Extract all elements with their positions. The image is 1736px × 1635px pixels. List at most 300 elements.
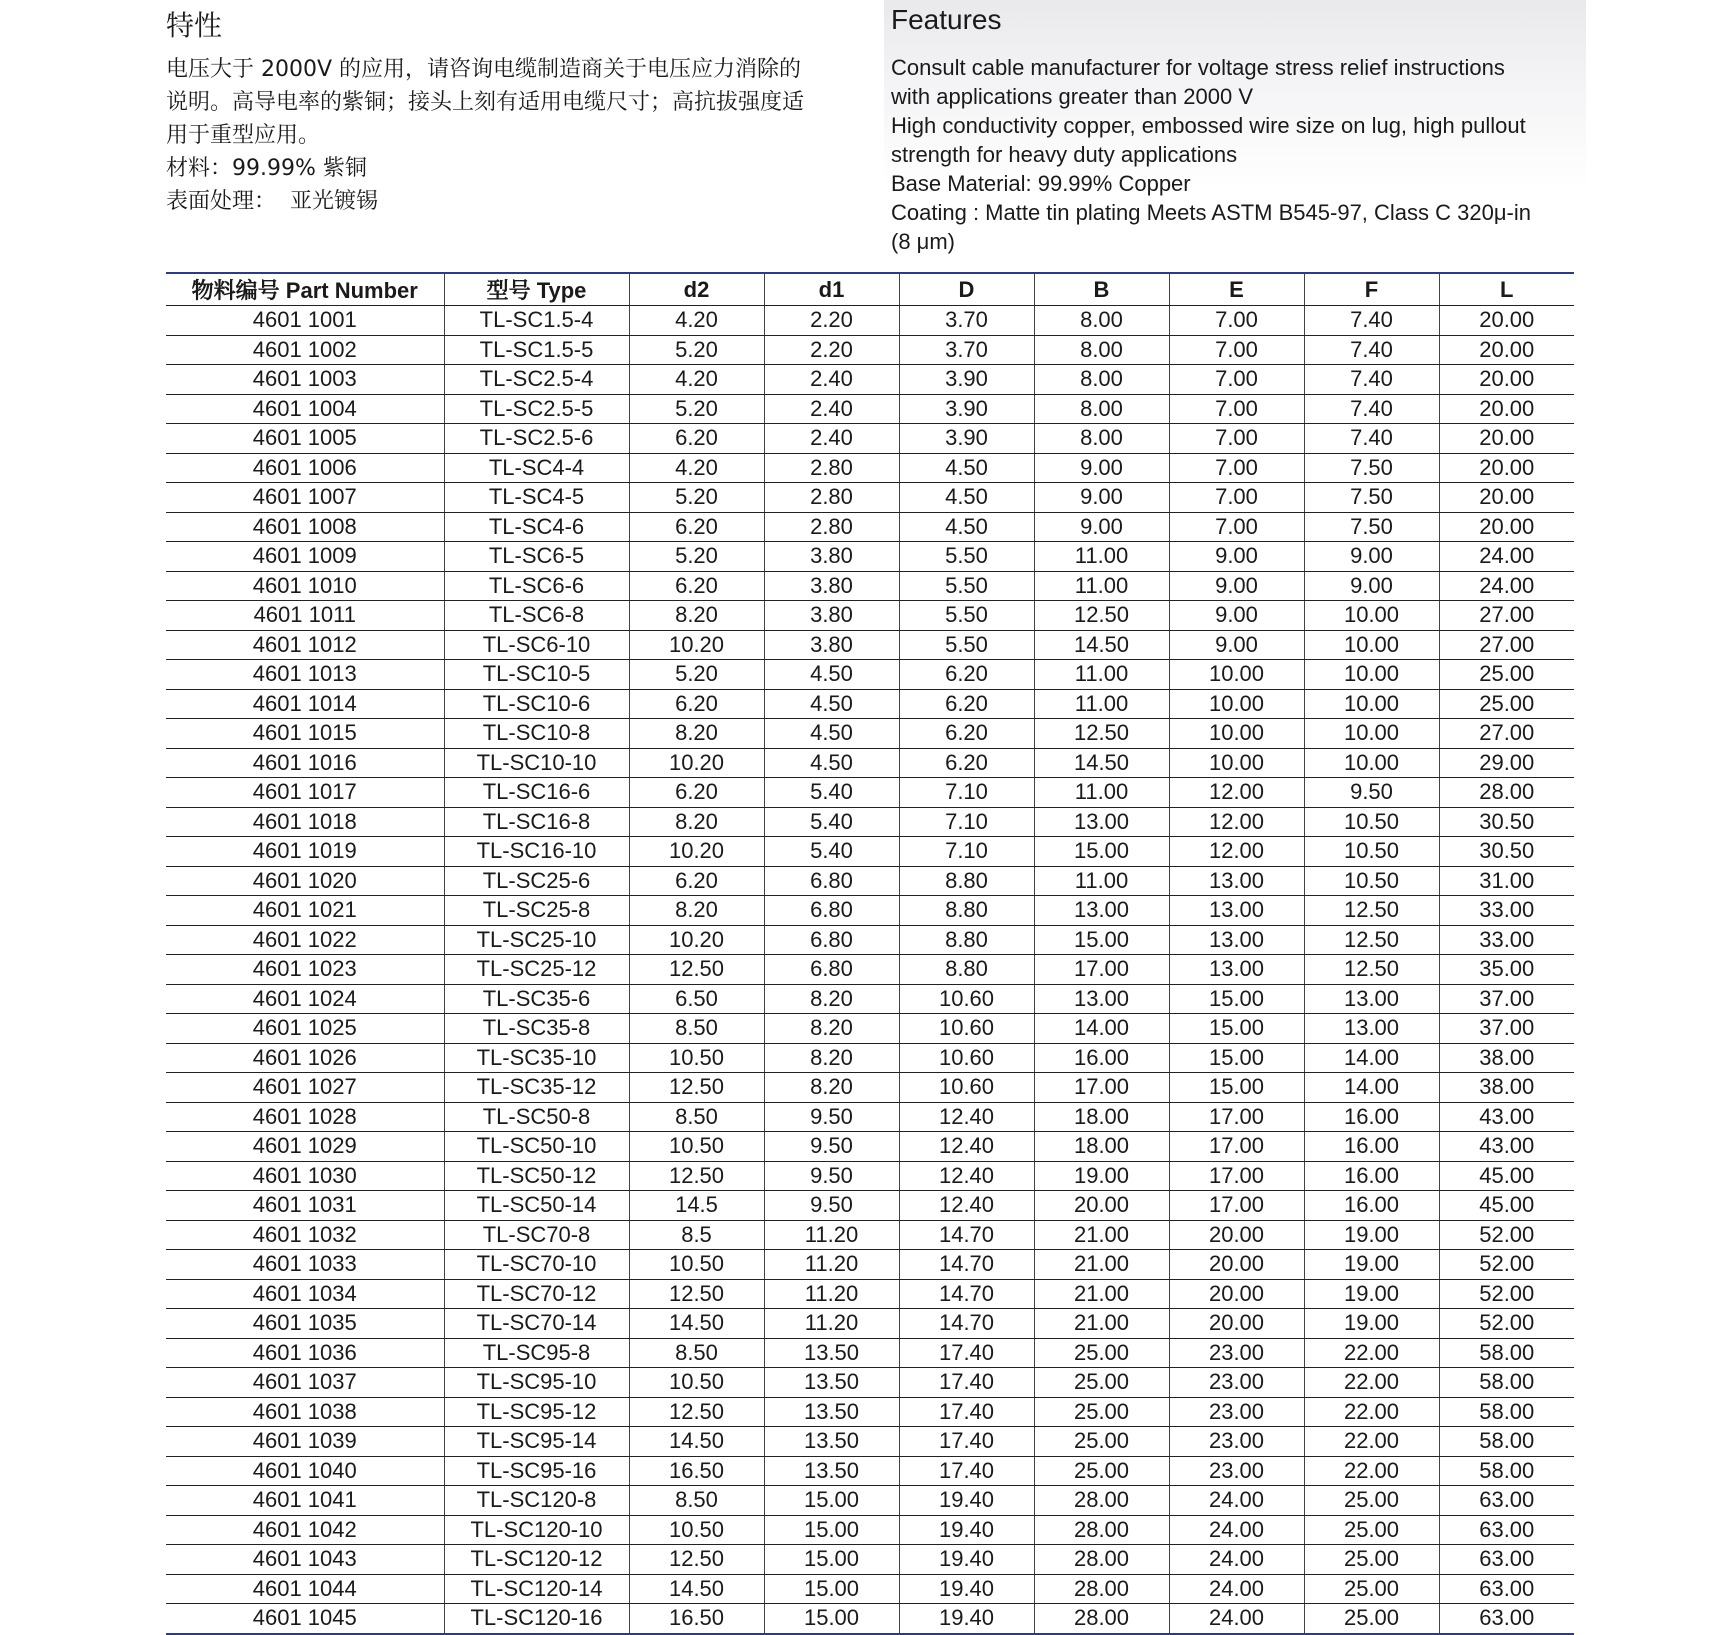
L-cell: 27.00 xyxy=(1439,601,1574,631)
B-cell: 11.00 xyxy=(1034,542,1169,572)
E-cell: 23.00 xyxy=(1169,1427,1304,1457)
d1-cell: 3.80 xyxy=(764,542,899,572)
E-cell: 15.00 xyxy=(1169,984,1304,1014)
B-cell: 20.00 xyxy=(1034,1191,1169,1221)
table-row xyxy=(166,1545,1574,1575)
d1-cell: 2.80 xyxy=(764,483,899,513)
d1-cell: 2.20 xyxy=(764,335,899,365)
D-cell: 12.40 xyxy=(899,1102,1034,1132)
d2-cell: 6.20 xyxy=(629,512,764,542)
table-row xyxy=(166,1338,1574,1368)
table-row xyxy=(166,689,1574,719)
F-cell: 25.00 xyxy=(1304,1515,1439,1545)
part-number-cell: 4601 1039 xyxy=(166,1427,444,1457)
L-cell: 58.00 xyxy=(1439,1397,1574,1427)
table-row xyxy=(166,1309,1574,1339)
d1-cell: 2.20 xyxy=(764,306,899,336)
table-row xyxy=(166,719,1574,749)
L-cell: 45.00 xyxy=(1439,1191,1574,1221)
F-cell: 7.40 xyxy=(1304,365,1439,395)
F-cell: 10.50 xyxy=(1304,807,1439,837)
col-header-d1: d1 xyxy=(764,273,899,306)
type-cell: TL-SC50-12 xyxy=(444,1161,629,1191)
D-cell: 3.90 xyxy=(899,365,1034,395)
type-cell: TL-SC120-16 xyxy=(444,1604,629,1634)
table-row xyxy=(166,483,1574,513)
type-cell: TL-SC2.5-4 xyxy=(444,365,629,395)
B-cell: 9.00 xyxy=(1034,483,1169,513)
d2-cell: 6.50 xyxy=(629,984,764,1014)
B-cell: 8.00 xyxy=(1034,424,1169,454)
part-number-cell: 4601 1037 xyxy=(166,1368,444,1398)
F-cell: 19.00 xyxy=(1304,1279,1439,1309)
part-number-cell: 4601 1032 xyxy=(166,1220,444,1250)
E-cell: 15.00 xyxy=(1169,1073,1304,1103)
table-row xyxy=(166,837,1574,867)
F-cell: 22.00 xyxy=(1304,1456,1439,1486)
d2-cell: 10.20 xyxy=(629,630,764,660)
F-cell: 10.50 xyxy=(1304,837,1439,867)
type-cell: TL-SC2.5-5 xyxy=(444,394,629,424)
F-cell: 19.00 xyxy=(1304,1250,1439,1280)
D-cell: 6.20 xyxy=(899,689,1034,719)
D-cell: 19.40 xyxy=(899,1604,1034,1634)
type-cell: TL-SC10-8 xyxy=(444,719,629,749)
E-cell: 13.00 xyxy=(1169,866,1304,896)
en-features-text xyxy=(891,53,1591,256)
d2-cell: 12.50 xyxy=(629,1545,764,1575)
E-cell: 23.00 xyxy=(1169,1397,1304,1427)
F-cell: 9.00 xyxy=(1304,542,1439,572)
B-cell: 19.00 xyxy=(1034,1161,1169,1191)
type-cell: TL-SC25-12 xyxy=(444,955,629,985)
d1-cell: 15.00 xyxy=(764,1515,899,1545)
type-cell: TL-SC95-16 xyxy=(444,1456,629,1486)
table-row xyxy=(166,1073,1574,1103)
D-cell: 12.40 xyxy=(899,1161,1034,1191)
E-cell: 12.00 xyxy=(1169,837,1304,867)
d2-cell: 10.50 xyxy=(629,1250,764,1280)
type-cell: TL-SC10-10 xyxy=(444,748,629,778)
D-cell: 17.40 xyxy=(899,1427,1034,1457)
D-cell: 4.50 xyxy=(899,512,1034,542)
B-cell: 11.00 xyxy=(1034,660,1169,690)
E-cell: 24.00 xyxy=(1169,1604,1304,1634)
d1-cell: 11.20 xyxy=(764,1279,899,1309)
part-number-cell: 4601 1007 xyxy=(166,483,444,513)
L-cell: 33.00 xyxy=(1439,896,1574,926)
E-cell: 7.00 xyxy=(1169,394,1304,424)
E-cell: 20.00 xyxy=(1169,1250,1304,1280)
table-row xyxy=(166,1043,1574,1073)
E-cell: 9.00 xyxy=(1169,601,1304,631)
E-cell: 17.00 xyxy=(1169,1191,1304,1221)
D-cell: 4.50 xyxy=(899,483,1034,513)
table-row xyxy=(166,365,1574,395)
table-row xyxy=(166,424,1574,454)
E-cell: 10.00 xyxy=(1169,689,1304,719)
L-cell: 52.00 xyxy=(1439,1279,1574,1309)
d1-cell: 8.20 xyxy=(764,1073,899,1103)
B-cell: 11.00 xyxy=(1034,778,1169,808)
spec-table-body xyxy=(166,306,1574,1634)
L-cell: 43.00 xyxy=(1439,1132,1574,1162)
d1-cell: 13.50 xyxy=(764,1397,899,1427)
part-number-cell: 4601 1043 xyxy=(166,1545,444,1575)
E-cell: 23.00 xyxy=(1169,1338,1304,1368)
L-cell: 29.00 xyxy=(1439,748,1574,778)
part-number-cell: 4601 1042 xyxy=(166,1515,444,1545)
type-cell: TL-SC4-4 xyxy=(444,453,629,483)
zh-features-title: 特性 xyxy=(166,9,223,42)
type-cell: TL-SC25-10 xyxy=(444,925,629,955)
type-cell: TL-SC120-10 xyxy=(444,1515,629,1545)
part-number-cell: 4601 1033 xyxy=(166,1250,444,1280)
F-cell: 22.00 xyxy=(1304,1397,1439,1427)
L-cell: 20.00 xyxy=(1439,365,1574,395)
d1-cell: 2.40 xyxy=(764,394,899,424)
F-cell: 25.00 xyxy=(1304,1486,1439,1516)
type-cell: TL-SC70-8 xyxy=(444,1220,629,1250)
table-row xyxy=(166,601,1574,631)
type-cell: TL-SC16-6 xyxy=(444,778,629,808)
L-cell: 63.00 xyxy=(1439,1604,1574,1634)
E-cell: 7.00 xyxy=(1169,453,1304,483)
d2-cell: 5.20 xyxy=(629,483,764,513)
table-row xyxy=(166,542,1574,572)
type-cell: TL-SC10-6 xyxy=(444,689,629,719)
table-row xyxy=(166,955,1574,985)
L-cell: 24.00 xyxy=(1439,542,1574,572)
part-number-cell: 4601 1031 xyxy=(166,1191,444,1221)
table-row xyxy=(166,630,1574,660)
table-row xyxy=(166,1014,1574,1044)
d2-cell: 6.20 xyxy=(629,778,764,808)
table-row xyxy=(166,896,1574,926)
L-cell: 58.00 xyxy=(1439,1338,1574,1368)
L-cell: 63.00 xyxy=(1439,1486,1574,1516)
E-cell: 17.00 xyxy=(1169,1132,1304,1162)
d2-cell: 8.50 xyxy=(629,1486,764,1516)
table-row xyxy=(166,1486,1574,1516)
part-number-cell: 4601 1045 xyxy=(166,1604,444,1634)
table-row xyxy=(166,660,1574,690)
B-cell: 25.00 xyxy=(1034,1338,1169,1368)
L-cell: 37.00 xyxy=(1439,984,1574,1014)
d2-cell: 8.50 xyxy=(629,1014,764,1044)
part-number-cell: 4601 1020 xyxy=(166,866,444,896)
F-cell: 10.00 xyxy=(1304,630,1439,660)
type-cell: TL-SC35-10 xyxy=(444,1043,629,1073)
type-cell: TL-SC4-5 xyxy=(444,483,629,513)
d1-cell: 2.80 xyxy=(764,512,899,542)
d2-cell: 14.50 xyxy=(629,1574,764,1604)
col-header-E: E xyxy=(1169,273,1304,306)
D-cell: 7.10 xyxy=(899,807,1034,837)
d2-cell: 6.20 xyxy=(629,571,764,601)
type-cell: TL-SC2.5-6 xyxy=(444,424,629,454)
d1-cell: 13.50 xyxy=(764,1338,899,1368)
F-cell: 7.40 xyxy=(1304,335,1439,365)
part-number-cell: 4601 1030 xyxy=(166,1161,444,1191)
D-cell: 10.60 xyxy=(899,984,1034,1014)
B-cell: 18.00 xyxy=(1034,1102,1169,1132)
F-cell: 25.00 xyxy=(1304,1574,1439,1604)
F-cell: 14.00 xyxy=(1304,1043,1439,1073)
E-cell: 15.00 xyxy=(1169,1043,1304,1073)
E-cell: 10.00 xyxy=(1169,719,1304,749)
F-cell: 7.40 xyxy=(1304,424,1439,454)
type-cell: TL-SC70-10 xyxy=(444,1250,629,1280)
F-cell: 19.00 xyxy=(1304,1220,1439,1250)
B-cell: 8.00 xyxy=(1034,394,1169,424)
part-number-cell: 4601 1040 xyxy=(166,1456,444,1486)
D-cell: 17.40 xyxy=(899,1397,1034,1427)
D-cell: 12.40 xyxy=(899,1132,1034,1162)
F-cell: 9.00 xyxy=(1304,571,1439,601)
en-features-title: Features xyxy=(891,4,1002,35)
F-cell: 10.00 xyxy=(1304,719,1439,749)
part-number-cell: 4601 1044 xyxy=(166,1574,444,1604)
table-row xyxy=(166,778,1574,808)
E-cell: 13.00 xyxy=(1169,925,1304,955)
type-cell: TL-SC6-8 xyxy=(444,601,629,631)
L-cell: 20.00 xyxy=(1439,512,1574,542)
zh-material-line: 材料：99.99% 紫铜 xyxy=(166,156,367,181)
d1-cell: 9.50 xyxy=(764,1132,899,1162)
F-cell: 7.50 xyxy=(1304,453,1439,483)
d1-cell: 8.20 xyxy=(764,984,899,1014)
d1-cell: 3.80 xyxy=(764,630,899,660)
F-cell: 25.00 xyxy=(1304,1545,1439,1575)
L-cell: 27.00 xyxy=(1439,630,1574,660)
F-cell: 25.00 xyxy=(1304,1604,1439,1634)
d2-cell: 10.50 xyxy=(629,1515,764,1545)
table-row xyxy=(166,1220,1574,1250)
B-cell: 28.00 xyxy=(1034,1486,1169,1516)
E-cell: 7.00 xyxy=(1169,306,1304,336)
L-cell: 58.00 xyxy=(1439,1368,1574,1398)
B-cell: 9.00 xyxy=(1034,453,1169,483)
part-number-cell: 4601 1025 xyxy=(166,1014,444,1044)
d2-cell: 14.50 xyxy=(629,1427,764,1457)
d2-cell: 4.20 xyxy=(629,365,764,395)
L-cell: 33.00 xyxy=(1439,925,1574,955)
type-cell: TL-SC25-6 xyxy=(444,866,629,896)
d2-cell: 4.20 xyxy=(629,453,764,483)
en-line: strength for heavy duty applications xyxy=(891,142,1238,167)
E-cell: 20.00 xyxy=(1169,1220,1304,1250)
L-cell: 45.00 xyxy=(1439,1161,1574,1191)
part-number-cell: 4601 1016 xyxy=(166,748,444,778)
F-cell: 16.00 xyxy=(1304,1102,1439,1132)
type-cell: TL-SC50-14 xyxy=(444,1191,629,1221)
B-cell: 21.00 xyxy=(1034,1309,1169,1339)
E-cell: 24.00 xyxy=(1169,1515,1304,1545)
part-number-cell: 4601 1028 xyxy=(166,1102,444,1132)
type-cell: TL-SC95-14 xyxy=(444,1427,629,1457)
B-cell: 12.50 xyxy=(1034,601,1169,631)
d1-cell: 9.50 xyxy=(764,1161,899,1191)
F-cell: 22.00 xyxy=(1304,1368,1439,1398)
D-cell: 8.80 xyxy=(899,866,1034,896)
L-cell: 20.00 xyxy=(1439,335,1574,365)
table-row xyxy=(166,335,1574,365)
part-number-cell: 4601 1041 xyxy=(166,1486,444,1516)
d2-cell: 8.50 xyxy=(629,1102,764,1132)
d1-cell: 15.00 xyxy=(764,1574,899,1604)
part-number-cell: 4601 1019 xyxy=(166,837,444,867)
F-cell: 22.00 xyxy=(1304,1427,1439,1457)
L-cell: 24.00 xyxy=(1439,571,1574,601)
d2-cell: 10.20 xyxy=(629,837,764,867)
part-number-cell: 4601 1001 xyxy=(166,306,444,336)
d1-cell: 13.50 xyxy=(764,1427,899,1457)
en-line: High conductivity copper, embossed wire size on lug, high pullout xyxy=(891,113,1526,138)
part-number-cell: 4601 1013 xyxy=(166,660,444,690)
B-cell: 13.00 xyxy=(1034,984,1169,1014)
D-cell: 5.50 xyxy=(899,601,1034,631)
table-row xyxy=(166,1604,1574,1634)
D-cell: 4.50 xyxy=(899,453,1034,483)
D-cell: 10.60 xyxy=(899,1014,1034,1044)
B-cell: 28.00 xyxy=(1034,1604,1169,1634)
D-cell: 8.80 xyxy=(899,896,1034,926)
B-cell: 25.00 xyxy=(1034,1456,1169,1486)
B-cell: 15.00 xyxy=(1034,925,1169,955)
type-cell: TL-SC4-6 xyxy=(444,512,629,542)
type-cell: TL-SC120-12 xyxy=(444,1545,629,1575)
d2-cell: 14.5 xyxy=(629,1191,764,1221)
d2-cell: 10.20 xyxy=(629,925,764,955)
type-cell: TL-SC95-8 xyxy=(444,1338,629,1368)
d2-cell: 12.50 xyxy=(629,1161,764,1191)
F-cell: 10.00 xyxy=(1304,748,1439,778)
F-cell: 12.50 xyxy=(1304,925,1439,955)
E-cell: 15.00 xyxy=(1169,1014,1304,1044)
type-cell: TL-SC1.5-5 xyxy=(444,335,629,365)
D-cell: 12.40 xyxy=(899,1191,1034,1221)
part-number-cell: 4601 1036 xyxy=(166,1338,444,1368)
zh-coating-line: 表面处理： 亚光镀锡 xyxy=(166,189,378,214)
d1-cell: 15.00 xyxy=(764,1545,899,1575)
L-cell: 25.00 xyxy=(1439,689,1574,719)
F-cell: 7.40 xyxy=(1304,394,1439,424)
part-number-cell: 4601 1029 xyxy=(166,1132,444,1162)
F-cell: 10.00 xyxy=(1304,660,1439,690)
F-cell: 19.00 xyxy=(1304,1309,1439,1339)
E-cell: 23.00 xyxy=(1169,1456,1304,1486)
d2-cell: 14.50 xyxy=(629,1309,764,1339)
type-cell: TL-SC35-8 xyxy=(444,1014,629,1044)
type-cell: TL-SC35-12 xyxy=(444,1073,629,1103)
d1-cell: 5.40 xyxy=(764,807,899,837)
d1-cell: 6.80 xyxy=(764,955,899,985)
F-cell: 7.50 xyxy=(1304,483,1439,513)
d1-cell: 6.80 xyxy=(764,925,899,955)
d2-cell: 8.5 xyxy=(629,1220,764,1250)
d2-cell: 6.20 xyxy=(629,424,764,454)
L-cell: 63.00 xyxy=(1439,1515,1574,1545)
table-row xyxy=(166,306,1574,336)
table-row xyxy=(166,1515,1574,1545)
d2-cell: 12.50 xyxy=(629,1397,764,1427)
D-cell: 3.90 xyxy=(899,424,1034,454)
d2-cell: 5.20 xyxy=(629,660,764,690)
D-cell: 5.50 xyxy=(899,630,1034,660)
type-cell: TL-SC35-6 xyxy=(444,984,629,1014)
B-cell: 16.00 xyxy=(1034,1043,1169,1073)
E-cell: 9.00 xyxy=(1169,542,1304,572)
B-cell: 28.00 xyxy=(1034,1515,1169,1545)
B-cell: 11.00 xyxy=(1034,689,1169,719)
type-cell: TL-SC70-14 xyxy=(444,1309,629,1339)
D-cell: 3.70 xyxy=(899,335,1034,365)
F-cell: 16.00 xyxy=(1304,1191,1439,1221)
D-cell: 6.20 xyxy=(899,719,1034,749)
D-cell: 14.70 xyxy=(899,1250,1034,1280)
F-cell: 12.50 xyxy=(1304,896,1439,926)
d2-cell: 10.50 xyxy=(629,1043,764,1073)
part-number-cell: 4601 1024 xyxy=(166,984,444,1014)
E-cell: 7.00 xyxy=(1169,365,1304,395)
d1-cell: 3.80 xyxy=(764,601,899,631)
D-cell: 19.40 xyxy=(899,1486,1034,1516)
d1-cell: 11.20 xyxy=(764,1250,899,1280)
table-row xyxy=(166,748,1574,778)
L-cell: 52.00 xyxy=(1439,1220,1574,1250)
table-row xyxy=(166,1191,1574,1221)
D-cell: 5.50 xyxy=(899,542,1034,572)
d2-cell: 6.20 xyxy=(629,866,764,896)
F-cell: 7.40 xyxy=(1304,306,1439,336)
E-cell: 7.00 xyxy=(1169,483,1304,513)
type-cell: TL-SC6-6 xyxy=(444,571,629,601)
type-cell: TL-SC120-8 xyxy=(444,1486,629,1516)
zh-line: 用于重型应用。 xyxy=(166,123,321,148)
F-cell: 12.50 xyxy=(1304,955,1439,985)
F-cell: 10.50 xyxy=(1304,866,1439,896)
B-cell: 25.00 xyxy=(1034,1427,1169,1457)
E-cell: 12.00 xyxy=(1169,778,1304,808)
D-cell: 14.70 xyxy=(899,1279,1034,1309)
part-number-cell: 4601 1011 xyxy=(166,601,444,631)
D-cell: 3.90 xyxy=(899,394,1034,424)
col-header-part-number: 物料编号 Part Number xyxy=(166,273,444,306)
E-cell: 20.00 xyxy=(1169,1279,1304,1309)
E-cell: 10.00 xyxy=(1169,748,1304,778)
d2-cell: 8.20 xyxy=(629,719,764,749)
part-number-cell: 4601 1015 xyxy=(166,719,444,749)
d2-cell: 16.50 xyxy=(629,1604,764,1634)
d1-cell: 15.00 xyxy=(764,1604,899,1634)
en-line: with applications greater than 2000 V xyxy=(891,84,1254,109)
L-cell: 37.00 xyxy=(1439,1014,1574,1044)
d1-cell: 15.00 xyxy=(764,1486,899,1516)
E-cell: 9.00 xyxy=(1169,630,1304,660)
B-cell: 21.00 xyxy=(1034,1220,1169,1250)
table-row xyxy=(166,1368,1574,1398)
col-header-F: F xyxy=(1304,273,1439,306)
d2-cell: 6.20 xyxy=(629,689,764,719)
D-cell: 7.10 xyxy=(899,778,1034,808)
L-cell: 58.00 xyxy=(1439,1427,1574,1457)
B-cell: 18.00 xyxy=(1034,1132,1169,1162)
d1-cell: 13.50 xyxy=(764,1456,899,1486)
E-cell: 24.00 xyxy=(1169,1545,1304,1575)
part-number-cell: 4601 1005 xyxy=(166,424,444,454)
table-row xyxy=(166,925,1574,955)
